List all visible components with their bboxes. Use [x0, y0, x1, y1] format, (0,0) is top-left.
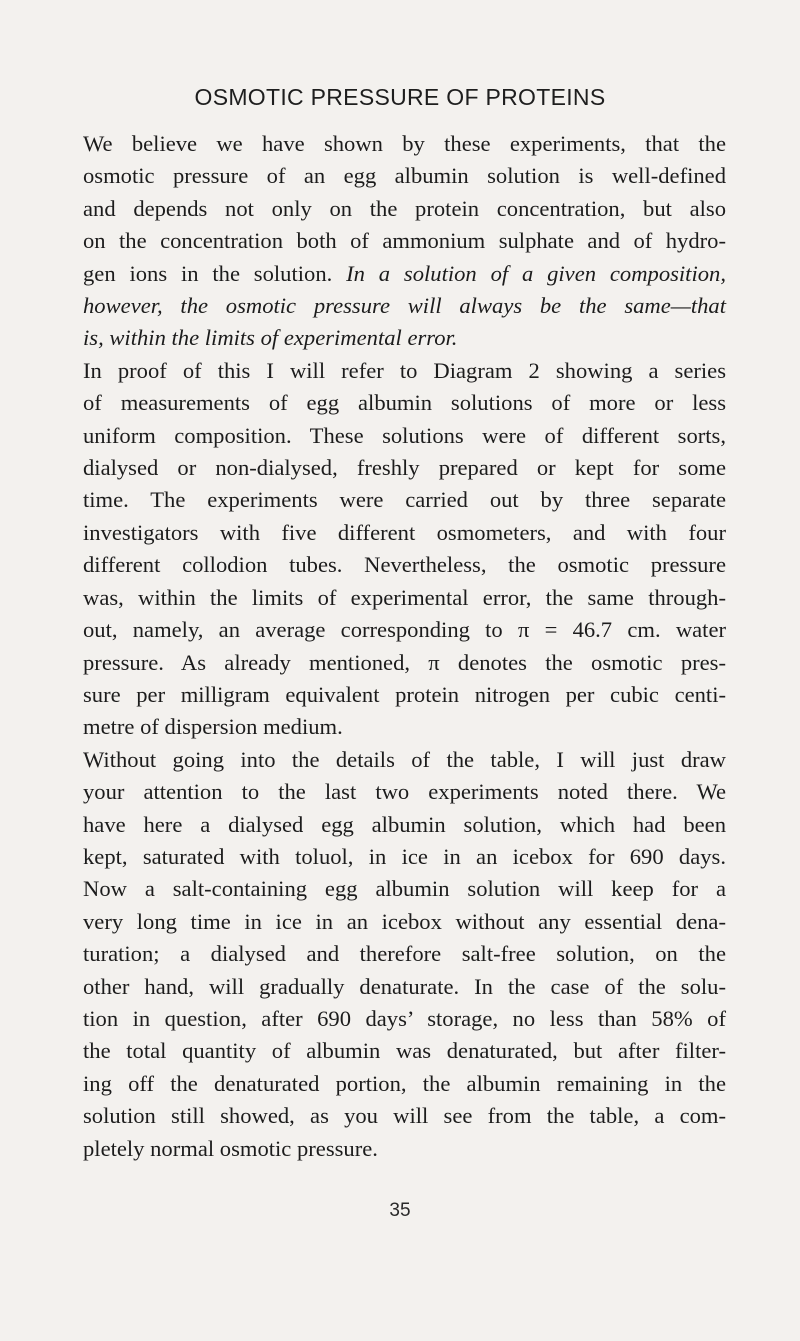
text-line: solution still showed, as you will see from the table, a com-: [83, 1103, 726, 1129]
text-line: time. The experiments were carried out by three separate: [83, 487, 726, 513]
text-line: was, within the limits of experimental error, the same through-: [83, 584, 726, 610]
text-line: of measurements of egg albumin solutions of more or less: [83, 390, 726, 416]
text-line: other hand, will gradually denaturate. In the case of the solu-: [83, 973, 726, 999]
text-line: tion in question, after 690 days’ storage, no less than 58% of: [83, 1005, 726, 1031]
text-line: the total quantity of albumin was denaturated, but after filter-: [83, 1038, 726, 1064]
text-line: dialysed or non-dialysed, freshly prepared or kept for some: [83, 455, 726, 481]
text-line: osmotic pressure of an egg albumin solution is well-defined: [83, 163, 726, 189]
paragraph-2: [83, 355, 726, 744]
text-line: Now a salt-containing egg albumin solution will keep for a: [83, 876, 726, 902]
text-line: out, namely, an average corresponding to π = 46.7 cm. water: [83, 617, 726, 643]
body-text: [83, 128, 726, 1165]
text-line: In proof of this I will refer to Diagram 2 showing a series: [83, 357, 726, 383]
text-line: different collodion tubes. Nevertheless, the osmotic pressure: [83, 552, 726, 578]
text-line: your attention to the last two experiments noted there. We: [83, 779, 726, 805]
text-line: Without going into the details of the table, I will just draw: [83, 746, 726, 772]
running-title: OSMOTIC PRESSURE OF PROTEINS: [194, 84, 606, 110]
italic-emphasis: In a solution of a given composition,: [346, 260, 726, 286]
text-line: kept, saturated with toluol, in ice in an icebox for 690 days.: [83, 843, 726, 869]
text-line: uniform composition. These solutions were of different sorts,: [83, 422, 726, 448]
text-line: and depends not only on the protein concentration, but also: [83, 195, 726, 221]
text-line: very long time in ice in an icebox without any essential dena-: [83, 908, 726, 934]
text-line: pressure. As already mentioned, π denotes the osmotic pres-: [83, 649, 726, 675]
text-segment: gen ions in the solution.: [83, 260, 333, 286]
paragraph-3: [83, 744, 726, 1165]
text-line: investigators with five different osmometers, and with four: [83, 519, 726, 545]
italic-line: however, the osmotic pressure will always be the same—that: [83, 293, 726, 319]
text-line: have here a dialysed egg albumin solution, which had been: [83, 811, 726, 837]
text-line-mixed: [83, 258, 726, 290]
text-line: on the concentration both of ammonium sulphate and of hydro-: [83, 228, 726, 254]
text-line: turation; a dialysed and therefore salt-free solution, on the: [83, 941, 726, 967]
text-line: We believe we have shown by these experiments, that the: [83, 131, 726, 156]
text-line: metre of dispersion medium.: [83, 714, 343, 740]
text-line: ing off the denaturated portion, the albumin remaining in the: [83, 1070, 726, 1096]
italic-line: is, within the limits of experimental error.: [83, 325, 458, 351]
text-line: pletely normal osmotic pressure.: [83, 1135, 378, 1161]
paragraph-1: [83, 128, 726, 355]
page-number: 35: [389, 1200, 411, 1221]
text-line: sure per milligram equivalent protein nitrogen per cubic centi-: [83, 681, 726, 707]
